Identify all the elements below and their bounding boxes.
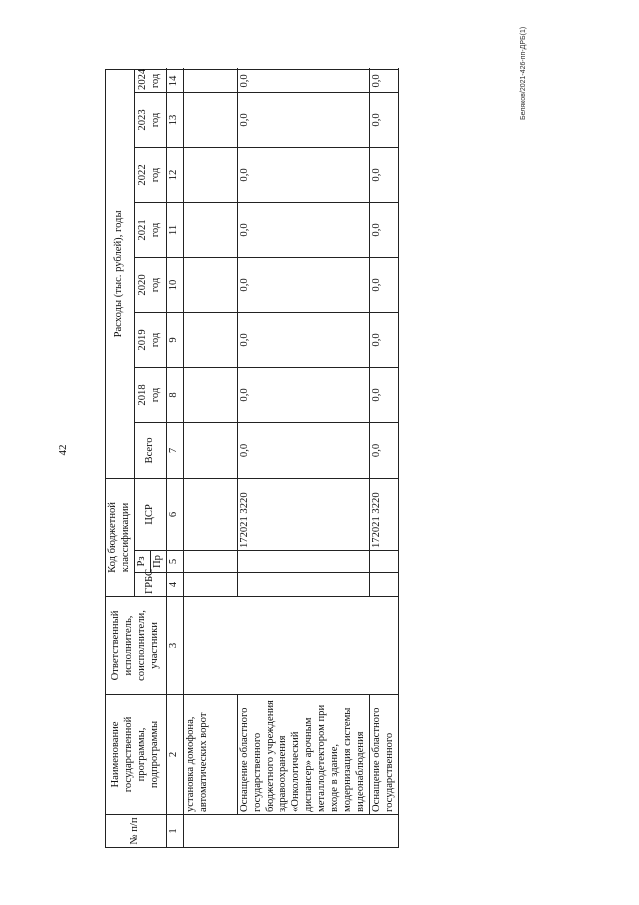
header-pr: Пр: [150, 551, 166, 573]
col-number: 2: [166, 695, 183, 815]
rz-pr-cell: [237, 551, 369, 573]
header-row-1: [106, 69, 135, 847]
grbs-cell: [369, 573, 398, 597]
grbs-cell: [237, 573, 369, 597]
program-name-cell: установка домофона, автоматических ворот: [183, 695, 237, 815]
header-grbs: ГРБС: [134, 573, 166, 597]
csr-cell: [183, 478, 237, 550]
table-row: [183, 69, 237, 847]
col-number: 13: [166, 92, 183, 147]
value-cell: [183, 92, 237, 147]
value-cell: 0,0: [369, 367, 398, 422]
page-number: 42: [57, 444, 69, 456]
value-cell: 0,0: [369, 257, 398, 312]
header-csr: ЦСР: [134, 478, 166, 550]
column-number-row: [166, 69, 183, 847]
value-cell: 0,0: [369, 69, 398, 92]
table-row: [237, 69, 369, 847]
col-number: 12: [166, 147, 183, 202]
table-row: [369, 69, 398, 847]
value-cell: 0,0: [237, 92, 369, 147]
col-number: 7: [166, 422, 183, 478]
header-year-2023: 2023 год: [134, 92, 166, 147]
value-cell: 0,0: [369, 92, 398, 147]
header-expenses: Расходы (тыс. рублей), годы: [106, 69, 135, 478]
total-cell: 0,0: [369, 422, 398, 478]
value-cell: [183, 367, 237, 422]
col-number: 14: [166, 69, 183, 92]
col-number: 10: [166, 257, 183, 312]
document-id: Беляков/2021-426-пп-ДРБ(1): [520, 26, 527, 120]
csr-cell: 172021 3220: [237, 478, 369, 550]
value-cell: 0,0: [237, 69, 369, 92]
value-cell: [183, 257, 237, 312]
value-cell: 0,0: [369, 312, 398, 367]
value-cell: [183, 147, 237, 202]
total-cell: 0,0: [237, 422, 369, 478]
rz-pr-cell: [369, 551, 398, 573]
value-cell: 0,0: [237, 367, 369, 422]
value-cell: 0,0: [237, 257, 369, 312]
header-year-2024: 2024 год: [134, 69, 166, 92]
value-cell: 0,0: [237, 312, 369, 367]
header-rz: Рз: [134, 551, 150, 573]
header-year-2020: 2020 год: [134, 257, 166, 312]
value-cell: [183, 69, 237, 92]
value-cell: 0,0: [369, 147, 398, 202]
col-number: 9: [166, 312, 183, 367]
rz-pr-cell: [183, 551, 237, 573]
value-cell: 0,0: [237, 147, 369, 202]
value-cell: 0,0: [369, 202, 398, 257]
col-number: 4: [166, 573, 183, 597]
grbs-cell: [183, 573, 237, 597]
budget-table: [105, 69, 399, 848]
col-number: 5: [166, 551, 183, 573]
header-program-name: Наименование государственной программы, подпрограммы: [106, 695, 167, 815]
responsible-cell: [183, 597, 398, 695]
header-responsible: Ответственный исполнитель, соисполнители, участники: [106, 597, 167, 695]
col-number: 8: [166, 367, 183, 422]
header-total: Всего: [134, 422, 166, 478]
total-cell: [183, 422, 237, 478]
header-year-2022: 2022 год: [134, 147, 166, 202]
col-number: 11: [166, 202, 183, 257]
header-budget-code: Код бюджетной классификации: [106, 478, 135, 596]
value-cell: [183, 312, 237, 367]
program-name-cell: Оснащение областного государственного бюджетного учреждения здравоохранения «Онкологический диспансер» арочным металлодетектором при входе в здание, модернизация системы видеонаблюдения: [237, 695, 369, 815]
header-year-2019: 2019 год: [134, 312, 166, 367]
col-number: 1: [166, 815, 183, 848]
rotated-page: [105, 70, 575, 848]
csr-cell: 172021 3220: [369, 478, 398, 550]
header-year-2021: 2021 год: [134, 202, 166, 257]
program-name-cell: Оснащение областного государственного: [369, 695, 398, 815]
row-no-cell: [183, 815, 398, 848]
col-number: 3: [166, 597, 183, 695]
header-year-2018: 2018 год: [134, 367, 166, 422]
value-cell: [183, 202, 237, 257]
value-cell: 0,0: [237, 202, 369, 257]
col-number: 6: [166, 478, 183, 550]
header-no: № п/п: [106, 815, 167, 848]
